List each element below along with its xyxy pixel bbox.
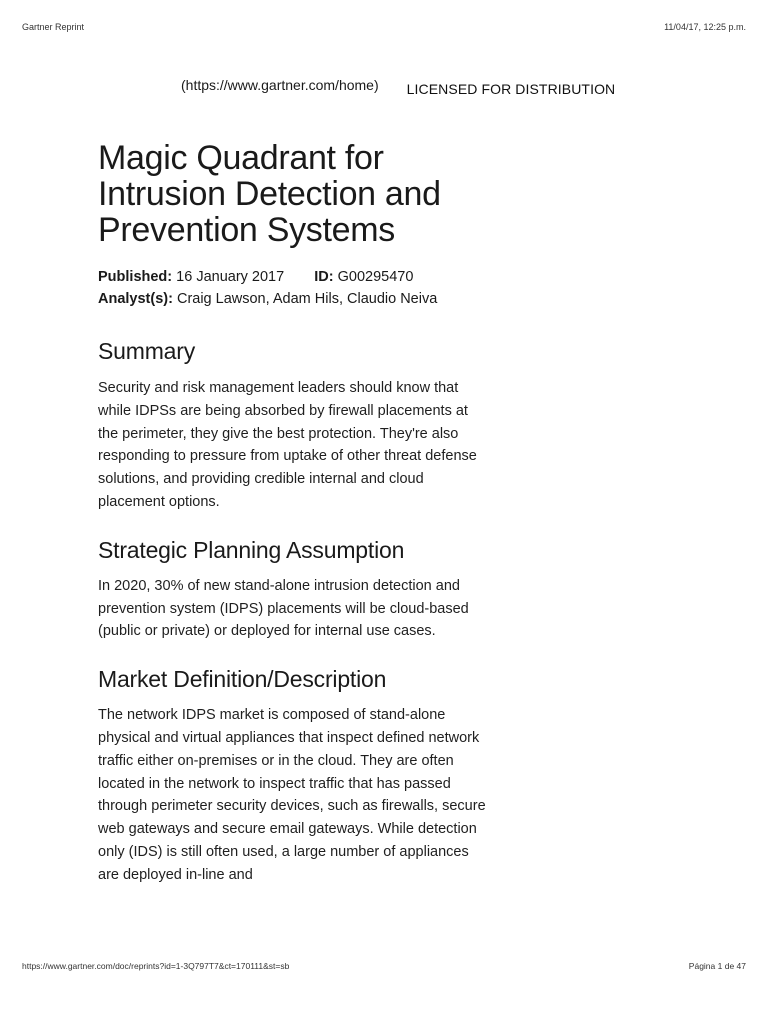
analysts-label: Analyst(s):: [98, 291, 173, 307]
publication-line: [98, 266, 498, 288]
document-body: [98, 140, 498, 887]
section-paragraph: In 2020, 30% of new stand-alone intrusion detection and prevention system (IDPS) placements will be cloud-based (public or private) or deployed for internal use cases.: [98, 577, 469, 640]
section-heading: Strategic Planning Assumption: [98, 536, 405, 563]
summary-section: [98, 337, 498, 514]
print-header-title: Gartner Reprint: [22, 22, 85, 32]
home-link[interactable]: (https://www.gartner.com/home): [181, 77, 379, 93]
section-heading: Summary: [98, 338, 196, 364]
analysts-line: [98, 288, 498, 310]
document-meta: [98, 266, 498, 310]
market-definition-section: [98, 665, 498, 886]
section-paragraph: Security and risk management leaders should know that while IDPSs are being absorbed by firewall placements at the perimeter, they give the best protection. They're also responding to pressure from uptake of other threat defense solutions, and providing credible internal and cloud placement options.: [98, 380, 477, 510]
document-title: Magic Quadrant for Intrusion Detection and Prevention Systems: [98, 139, 441, 249]
id-label: ID:: [314, 269, 334, 285]
analysts-names: Craig Lawson, Adam Hils, Claudio Neiva: [176, 291, 438, 307]
document-id: G00295470: [337, 269, 414, 285]
section-heading: Market Definition/Description: [98, 666, 387, 693]
top-bar: [181, 76, 615, 98]
print-footer-page-number: Página 1 de 47: [688, 961, 746, 971]
license-label: LICENSED FOR DISTRIBUTION: [406, 81, 616, 97]
published-date: 16 January 2017: [176, 269, 285, 285]
print-header-timestamp: 11/04/17, 12:25 p.m.: [664, 22, 746, 32]
section-paragraph: The network IDPS market is composed of stand-alone physical and virtual appliances that inspect defined network traffic either on-premises or in the cloud. They are often located in the network to inspect traffic that has passed through perimeter security devices, such as firewalls, secure web gateways and secure email gateways. While detection only (IDS) is still often used, a large number of appliances are deployed in-line and: [98, 707, 486, 883]
published-label: Published:: [98, 269, 173, 285]
strategic-planning-section: [98, 536, 498, 643]
print-footer-url: https://www.gartner.com/doc/reprints?id=1-3Q797T7&ct=170111&st=sb: [22, 961, 290, 971]
